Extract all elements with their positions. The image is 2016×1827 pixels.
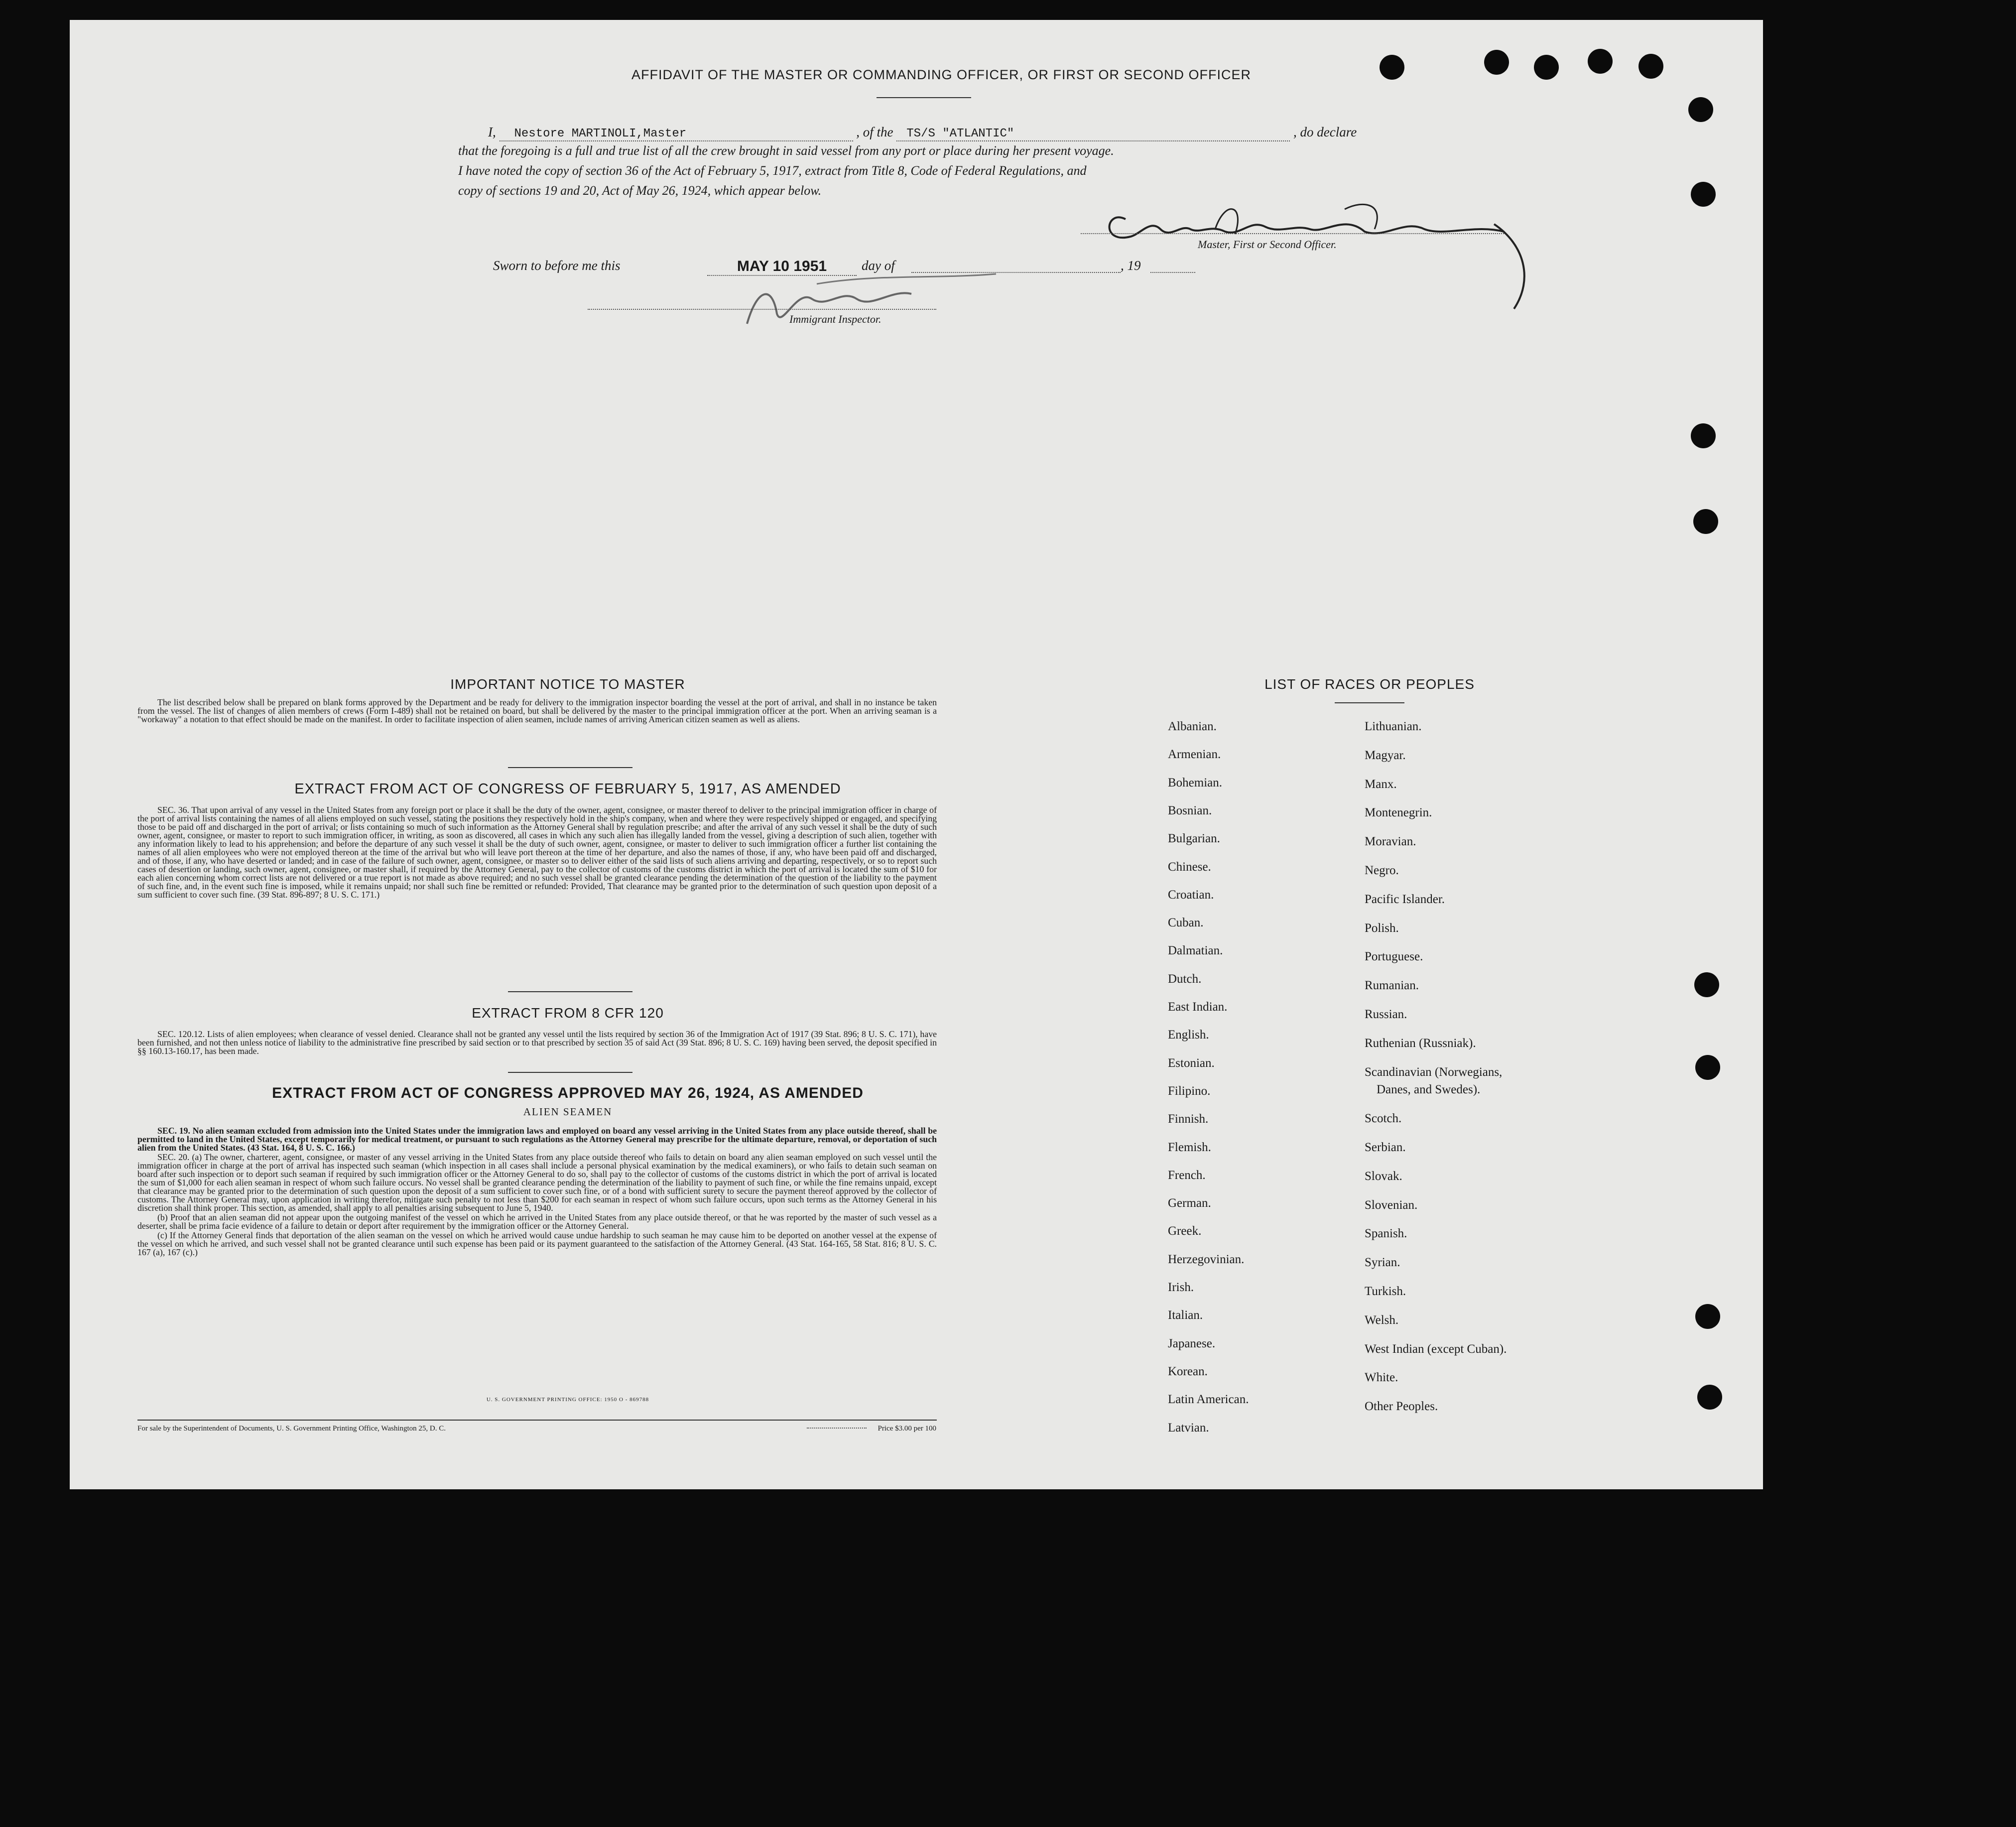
- race-item: Welsh.: [1365, 1313, 1399, 1327]
- extract-cfr-title: EXTRACT FROM 8 CFR 120: [472, 1005, 664, 1021]
- extract-cfr-text: [137, 1030, 937, 1056]
- race-item: Bulgarian.: [1168, 832, 1220, 846]
- race-item: Flemish.: [1168, 1140, 1211, 1154]
- races-column-2: [1365, 720, 1663, 1457]
- race-item: Pacific Islander.: [1365, 892, 1445, 906]
- punch-hole: [1695, 1304, 1720, 1329]
- punch-hole: [1691, 182, 1716, 207]
- master-name-field: Nestore MARTINOLI,Master: [500, 127, 853, 141]
- extract-1924-title: EXTRACT FROM ACT OF CONGRESS APPROVED MAY 26, 1924, AS AMENDED: [272, 1085, 864, 1101]
- race-item: Ruthenian (Russniak).: [1365, 1036, 1476, 1050]
- race-item: Herzegovinian.: [1168, 1252, 1245, 1266]
- race-item: Estonian.: [1168, 1056, 1215, 1070]
- date-stamp: MAY 10 1951: [707, 258, 857, 276]
- notice-text: [137, 698, 937, 725]
- year-prefix: , 19: [1121, 258, 1141, 273]
- race-item: Finnish.: [1168, 1112, 1209, 1126]
- alien-seamen-subtitle: ALIEN SEAMEN: [523, 1106, 613, 1118]
- sec-20a-paragraph: SEC. 20. (a) The owner, charterer, agent, consignee, or master of any vessel arriving in the United States from any place outside thereof who fails to detain on board any alien seaman employed on such vessel until the immigration officer in charge at the port of arrival has inspected such seaman (which inspection in all cases shall include a personal physical examination by the medical examiners), or who fails to detain such seaman on board after such inspection or to deport such seaman if required by such immigration officer or the Attorney General to do so, shall pay to the collector of customs of the customs district in which the port of arrival is located the sum of $1,000 for each alien seaman in respect of whom such failure occurs. No vessel shall be granted clearance pending the determination of the liability to payment of such fine, or while the fine remains unpaid, except that clearance may be granted prior to the determination of such question upon the deposit of a sum sufficient to cover such fine, or of a bond with sufficient surety to secure the payment thereof approved by the collector of customs. The Attorney General may, upon application in writing therefor, mitigate such penalty to not less than $200 for each seaman in respect of whom such failure occurs, upon such terms as the Attorney General in his discretion shall think proper. This section, as amended, shall apply to all penalties arising subsequent to June 5, 1940.: [137, 1152, 937, 1213]
- punch-hole: [1588, 49, 1613, 74]
- punch-hole: [1694, 972, 1719, 997]
- race-item: Dutch.: [1168, 972, 1202, 986]
- race-item: Bosnian.: [1168, 803, 1212, 817]
- race-item: Turkish.: [1365, 1285, 1406, 1298]
- race-item: Negro.: [1365, 864, 1399, 877]
- footer-right: Price $3.00 per 100: [878, 1425, 936, 1433]
- race-item: Danes, and Swedes).: [1377, 1083, 1481, 1097]
- sec-120-paragraph: SEC. 120.12. Lists of alien employees; when clearance of vessel denied. Clearance shall not be granted any vessel until the lists required by section 36 of the Immigration Act of 1917 (39 Stat. 896; 8 U. S. C. 171), have been furnished, and not then unless notice of liability to the administrative fine prescribed by said section or to that prescribed by section 35 of said Act (39 Stat. 896; 8 U. S. C. 169) having been served, the deposit specified in §§ 160.13-160.17, has been made.: [137, 1029, 937, 1056]
- sec-36-paragraph: SEC. 36. That upon arrival of any vessel in the United States from any foreign port or place it shall be the duty of the owner, agent, consignee, or master thereof to deliver to the principal immigration officer in charge of the port of arrival lists containing the names of all aliens employed on such vessel, stating the positions they respectively hold in the ship's company, when and where they were respectively shipped or engaged, and specifying those to be paid off and discharged in the port of arrival; or lists containing so much of such information as the Attorney General shall by regulation prescribe; and after the arrival of any such vessel it shall be the duty of such owner, agent, consignee, or master to report to such immigration officer, in writing, as soon as discovered, all cases in which any such alien has illegally landed from the vessel, giving a description of such alien, together with any information likely to lead to his apprehension; and before the departure of any such vessel it shall be the duty of such owner, agent, consignee, or master to deliver to such immigration officer a further list containing the names of all alien employees who were not employed thereon at the time of the arrival but who will leave port thereon at the time of her departure, and also the names of those, if any, who have been paid off and discharged, and of those, if any, who have deserted or landed; and in case of the failure of such owner, agent, consignee, or master so to deliver either of the said lists of such aliens arriving and departing, respectively, or so to report such cases of desertion or landing, such owner, agent, consignee, or master shall, if required by the Attorney General, pay to the collector of customs of the customs district in which the port of arrival is located the sum of $10 for each alien concerning whom correct lists are not delivered or a true report is not made as above required; and no such vessel shall be granted clearance pending the determination of the question of the liability to the payment of such fine, and, in the event such fine is imposed, while it remains unpaid; nor shall such fine be remitted or refunded: Provided, That clearance may be granted prior to the determination of such question upon deposit of a sum sufficient to cover such fine. (39 Stat. 896-897; 8 U. S. C. 171.): [137, 805, 937, 900]
- rule-2: [508, 991, 632, 992]
- affidavit-line1: [488, 125, 1357, 141]
- race-item: Montenegrin.: [1365, 806, 1432, 820]
- race-item: Latvian.: [1168, 1421, 1209, 1435]
- race-item: Cuban.: [1168, 916, 1204, 930]
- race-item: Bohemian.: [1168, 776, 1223, 789]
- punch-hole: [1695, 1055, 1720, 1080]
- signature-line: [1081, 233, 1504, 234]
- extract-1917-text: [137, 806, 937, 900]
- races-column-1: [1168, 720, 1347, 1457]
- race-item: English.: [1168, 1028, 1209, 1042]
- affidavit-line3: I have noted the copy of section 36 of the Act of February 5, 1917, extract from Title 8, Code of Federal Regulations, and: [458, 163, 1087, 178]
- inspector-line: [588, 309, 936, 310]
- punch-hole: [1484, 50, 1509, 75]
- race-item: Syrian.: [1365, 1256, 1400, 1270]
- race-item: Slovak.: [1365, 1169, 1402, 1183]
- race-item: West Indian (except Cuban).: [1365, 1342, 1507, 1356]
- race-item: Chinese.: [1168, 860, 1211, 874]
- race-item: Greek.: [1168, 1224, 1202, 1238]
- punch-hole: [1688, 97, 1713, 122]
- punch-hole: [1697, 1385, 1722, 1410]
- footer-left: For sale by the Superintendent of Documents, U. S. Government Printing Office, Washington 25, D. C.: [137, 1425, 446, 1433]
- race-item: Rumanian.: [1365, 979, 1419, 993]
- race-item: Irish.: [1168, 1281, 1194, 1294]
- punch-hole: [1534, 55, 1559, 80]
- races-title: LIST OF RACES OR PEOPLES: [1264, 676, 1475, 692]
- race-item: Croatian.: [1168, 888, 1214, 902]
- footer-rule: [137, 1420, 937, 1421]
- extract-1924-text: [137, 1127, 937, 1258]
- day-of-label: day of: [862, 258, 895, 273]
- do-declare-label: , do declare: [1293, 125, 1357, 139]
- affidavit-line4: copy of sections 19 and 20, Act of May 26, 1924, which appear below.: [458, 183, 822, 198]
- printing-office: U. S. GOVERNMENT PRINTING OFFICE: 1950 O - 869788: [486, 1397, 649, 1403]
- notice-title: IMPORTANT NOTICE TO MASTER: [450, 676, 685, 692]
- affidavit-line2: that the foregoing is a full and true list of all the crew brought in said vessel from any port or place during her present voyage.: [458, 143, 1114, 158]
- race-item: Lithuanian.: [1365, 720, 1422, 733]
- i-label: I,: [488, 125, 496, 139]
- race-item: Albanian.: [1168, 720, 1217, 733]
- race-item: Russian.: [1365, 1008, 1407, 1021]
- document-page: [70, 20, 1763, 1489]
- race-item: Scotch.: [1365, 1112, 1402, 1126]
- title-rule: [877, 97, 971, 98]
- races-rule: [1335, 702, 1404, 703]
- race-item: Japanese.: [1168, 1336, 1216, 1350]
- sec-20b-paragraph: (b) Proof that an alien seaman did not appear upon the outgoing manifest of the vessel on which he arrived in the United States from any place outside thereof, or that he was reported by the master of such vessel as a deserter, shall be prima facie evidence of a failure to detain or deport after requirement by the immigration officer or the Attorney General.: [137, 1212, 937, 1231]
- race-item: Korean.: [1168, 1364, 1208, 1378]
- race-item: French.: [1168, 1168, 1206, 1182]
- notice-paragraph: The list described below shall be prepared on blank forms approved by the Department and be ready for delivery to the immigration inspector boarding the vessel at the port of arrival, and shall in no instance be taken from the vessel. The list of changes of alien members of crews (Form I-489) shall not be retained on board, but shall be delivered by the master to the principal immigration officer at the port. When an arriving seaman is a "workaway" a notation to that effect should be made on the manifest. In order to facilitate inspection of alien seamen, include names of arriving American citizen seamen as well as aliens.: [137, 697, 937, 724]
- race-item: German.: [1168, 1196, 1211, 1210]
- race-item: Italian.: [1168, 1308, 1203, 1322]
- race-item: White.: [1365, 1371, 1398, 1385]
- race-item: Scandinavian (Norwegians,: [1365, 1065, 1503, 1079]
- race-item: Armenian.: [1168, 748, 1221, 762]
- punch-hole: [1691, 423, 1716, 448]
- rule-1: [508, 767, 632, 768]
- race-item: Portuguese.: [1365, 950, 1423, 964]
- punch-hole: [1638, 54, 1663, 79]
- inspector-caption: Immigrant Inspector.: [789, 313, 882, 325]
- punch-hole: [1380, 55, 1404, 80]
- race-item: Serbian.: [1365, 1141, 1406, 1154]
- race-item: Other Peoples.: [1365, 1400, 1438, 1414]
- extract-1917-title: EXTRACT FROM ACT OF CONGRESS OF FEBRUARY 5, 1917, AS AMENDED: [294, 781, 841, 797]
- signature-caption: Master, First or Second Officer.: [1198, 238, 1337, 251]
- race-item: Dalmatian.: [1168, 944, 1223, 958]
- race-item: Manx.: [1365, 777, 1397, 791]
- sworn-label: Sworn to before me this: [493, 258, 621, 273]
- race-item: Magyar.: [1365, 748, 1406, 762]
- of-the-label: , of the: [856, 125, 893, 139]
- affidavit-title: AFFIDAVIT OF THE MASTER OR COMMANDING OFFICER, OR FIRST OR SECOND OFFICER: [631, 67, 1252, 82]
- race-item: Latin American.: [1168, 1393, 1249, 1407]
- race-item: Slovenian.: [1365, 1198, 1418, 1212]
- year-line: [1150, 272, 1195, 273]
- race-item: Moravian.: [1365, 835, 1416, 849]
- punch-hole: [1693, 509, 1718, 534]
- race-item: Polish.: [1365, 921, 1399, 935]
- sec-19-paragraph: SEC. 19. No alien seaman excluded from admission into the United States under the immigration laws and employed on board any vessel arriving in the United States from any place outside thereof, shall be permitted to land in the United States, except temporarily for medical treatment, or pursuant to such regulations as the Attorney General may prescribe for the ultimate departure, removal, or deportation of such alien from the United States. (43 Stat. 164, 8 U. S. C. 166.): [137, 1126, 937, 1153]
- rule-3: [508, 1072, 632, 1073]
- race-item: Filipino.: [1168, 1084, 1211, 1098]
- race-item: Spanish.: [1365, 1227, 1407, 1241]
- race-item: East Indian.: [1168, 1000, 1228, 1014]
- vessel-field: TS/S "ATLANTIC": [896, 127, 1290, 141]
- sec-20c-paragraph: (c) If the Attorney General finds that deportation of the alien seaman on the vessel on which he arrived would cause undue hardship to such seaman he may cause him to be deported on another vessel at the expense of the vessel on which he arrived, and such vessel shall not be granted clearance until such expense has been paid or its payment guaranteed to the satisfaction of the Attorney General. (43 Stat. 164-165, 58 Stat. 816; 8 U. S. C. 167 (a), 167 (c).): [137, 1230, 937, 1257]
